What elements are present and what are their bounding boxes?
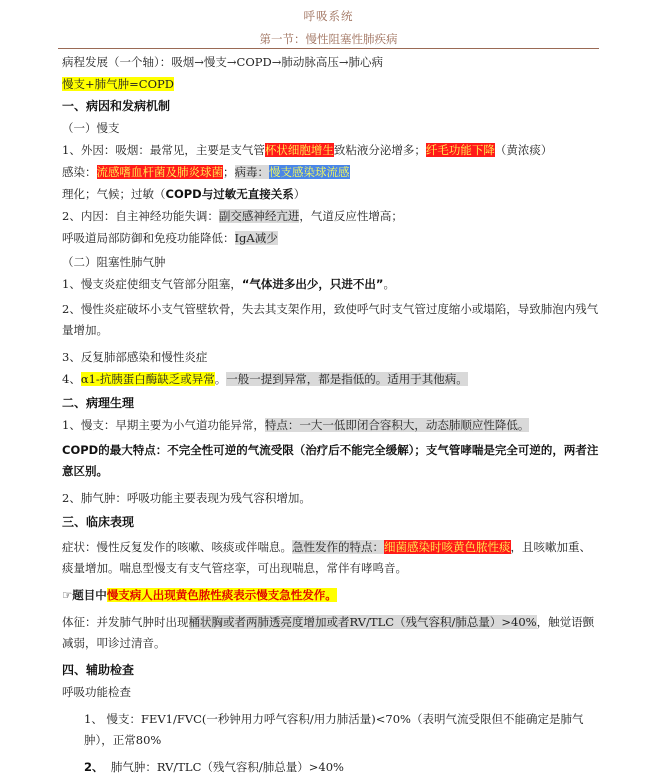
internal-cause-line — [62, 209, 602, 224]
exam-tip-highlight: 慢支病人出现黄色脓性痰表示慢支急性发作。 — [106, 588, 337, 602]
subheading-emphysema: （二）阻塞性肺气肿 — [62, 255, 166, 269]
purulent-sputum-highlight: 细菌感染时咳黄色脓性痰 — [384, 540, 511, 554]
text-segment: 呼吸道局部防御和免疫功能降低： — [62, 231, 235, 245]
text-segment: ，触觉语颤减弱，叩诊过清音。 — [62, 615, 595, 650]
emphysema-point-3: 3、反复肺部感染和慢性炎症 — [62, 350, 208, 364]
text-segment: 肺气肿：RV/TLC（残气容积/肺总量）>40% — [110, 760, 344, 774]
virus-label: 病毒： — [234, 165, 269, 179]
text-segment: 1、外因：吸烟：最常见，主要是支气管 — [62, 143, 265, 157]
text-segment: ，且咳嗽加重、痰量增加。喘息型慢支有支气管痉挛，可出现喘息，常伴有哮鸣音。 — [62, 540, 591, 575]
pathophysiology-point-2: 2、肺气肿：呼吸功能主要表现为残气容积增加。 — [62, 491, 311, 505]
goblet-cell-highlight: 杯状细胞增生 — [264, 143, 334, 157]
disease-progression-line: 病程发展（一个轴）：吸烟→慢支→COPD→肺动脉高压→肺心病 — [62, 55, 383, 69]
emphysema-point-1 — [62, 277, 602, 292]
cilia-function-highlight: 纤毛功能下降 — [425, 143, 495, 157]
alpha1-antitrypsin-highlight: α1-抗胰蛋白酶缺乏或异常 — [80, 372, 215, 386]
subheading-chronic-bronchitis: （一）慢支 — [62, 121, 120, 135]
copd-definition-highlight: 慢支+肺气肿=COPD — [62, 77, 174, 91]
bacteria-highlight: 流感嗜血杆菌及肺炎球菌 — [96, 165, 223, 179]
text-segment: ，气道反应性增高； — [299, 209, 403, 223]
text-segment: 2、 — [84, 760, 104, 774]
text-segment: （黄浓痰） — [494, 143, 553, 157]
text-segment: 。 — [214, 372, 227, 386]
emphysema-point-4 — [62, 372, 602, 387]
text-segment: ） — [293, 187, 306, 201]
barrel-chest-highlight: 桶状胸或者两肺透亮度增加或者RV/TLC（残气容积/肺总量）>40% — [188, 615, 537, 629]
copd-definition-line — [62, 77, 602, 92]
signs-paragraph — [62, 612, 602, 654]
immunity-line — [62, 231, 602, 246]
text-segment: ； — [223, 165, 235, 179]
text-segment: 2、内因：自主神经功能失调： — [62, 209, 219, 223]
exam-tip-line — [62, 588, 602, 603]
copd-key-feature: COPD的最大特点：不完全性可逆的气流受限（治疗后不能完全缓解）；支气管哮喘是完全可逆的，两者注意区别。 — [62, 443, 599, 478]
page-header-title: 呼吸系统 — [303, 9, 354, 23]
pathophysiology-point-1 — [62, 418, 602, 433]
infection-line — [62, 165, 602, 180]
parasympathetic-highlight: 副交感神经亢进 — [218, 209, 300, 223]
air-trapping-bold: “气体进多出少，只进不出” — [241, 277, 384, 291]
allergy-note-bold: COPD与过敏无直接关系 — [165, 187, 294, 201]
text-segment: 理化；气候；过敏（ — [62, 187, 166, 201]
section-subtitle: 第一节：慢性阻塞性肺疾病 — [259, 32, 398, 46]
emphysema-point-2: 2、慢性炎症破坏小支气管壁软骨，失去其支架作用，致使呼气时支气管过度缩小或塌陷，导致肺泡内残气量增加。 — [62, 302, 599, 337]
heading-clinical-manifestations: 三、临床表现 — [62, 515, 135, 529]
rv-tlc-line — [62, 760, 602, 775]
symptoms-paragraph — [62, 537, 602, 579]
text-segment: 。 — [383, 277, 395, 291]
text-segment: 1、慢支炎症使细支气管部分阻塞， — [62, 277, 242, 291]
acute-exacerbation-label: 急性发作的特点： — [292, 540, 384, 554]
text-segment: 1、慢支：早期主要为小气道功能异常， — [62, 418, 265, 432]
external-cause-line — [62, 143, 602, 158]
text-segment: 感染： — [62, 165, 97, 179]
fev1-fvc-line: 1、 慢支：FEV1/FVC(一秒钟用力呼气容积/用力肺活量)<70%（表明气流受限但不能确定是肺气肿），正常80% — [84, 712, 584, 747]
heading-pathophysiology: 二、病理生理 — [62, 396, 135, 410]
heading-etiology: 一、病因和发病机制 — [62, 99, 171, 113]
document-body — [62, 55, 602, 782]
pointing-hand-icon: ☞题目中 — [62, 588, 107, 602]
virus-highlight: 慢支感染球流感 — [269, 165, 350, 179]
header-divider — [58, 48, 599, 49]
text-segment: 4、 — [62, 372, 81, 386]
iga-highlight: IgA减少 — [234, 231, 278, 245]
abnormal-note-highlight: 一般一提到异常，都是指低的。适用于其他病。 — [226, 372, 468, 386]
physicochemical-line — [62, 187, 602, 202]
text-segment: 致粘液分泌增多； — [333, 143, 426, 157]
closing-volume-highlight: 特点：一大一低即闭合容积大，动态肺顺应性降低。 — [264, 418, 530, 432]
text-segment: 体征：并发肺气肿时出现 — [62, 615, 189, 629]
text-segment: 症状：慢性反复发作的咳嗽、咳痰或伴喘息。 — [62, 540, 292, 554]
heading-auxiliary-exams: 四、辅助检查 — [62, 663, 135, 677]
pulmonary-function-label: 呼吸功能检查 — [62, 685, 131, 699]
